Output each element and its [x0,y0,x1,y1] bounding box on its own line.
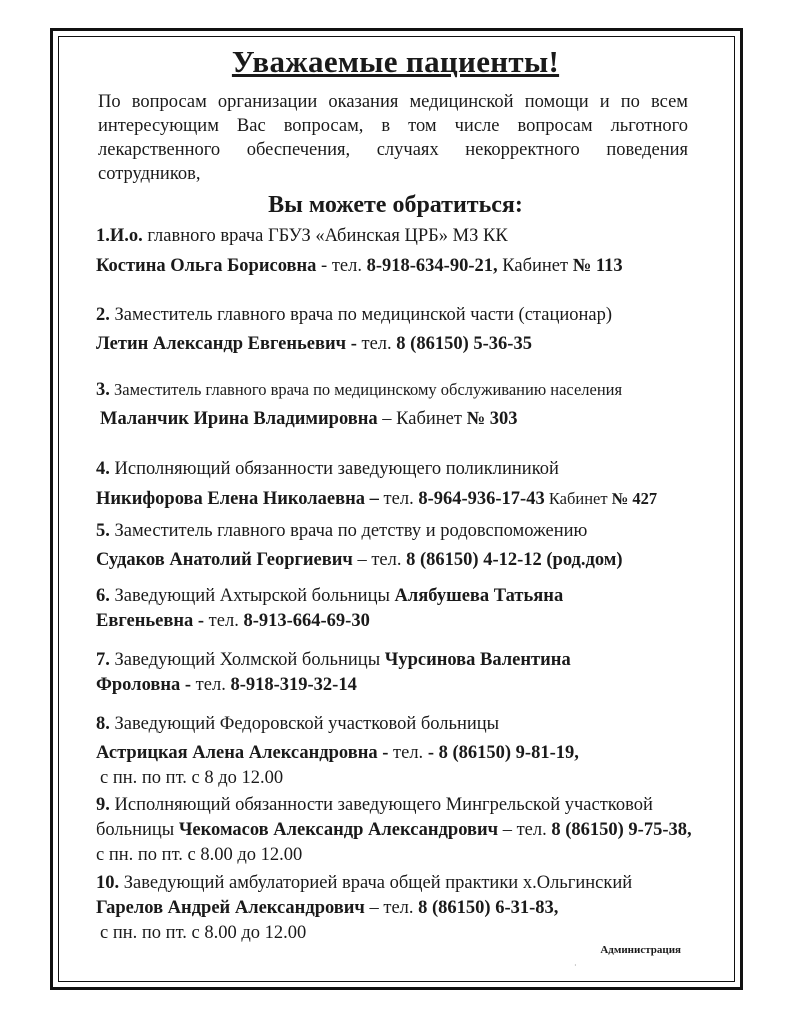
item-room: № 303 [466,409,518,429]
item-role: главного врача ГБУЗ «Абинская ЦРБ» МЗ КК [142,226,508,246]
contact-item-9 [96,793,696,868]
item-separator: – тел. [498,820,552,840]
item-hours: с пн. по пт. с 8.00 до 12.00 [100,923,307,943]
contact-item-1 [96,224,696,279]
item-separator: тел. [204,611,244,631]
item-phone: 8 (86150) 5-36-35 [396,334,532,354]
item-separator: тел. [191,675,231,695]
item-role: Исполняющий обязанности заведующего Мингрельской участковой больницы [96,795,653,840]
item-room: № 113 [572,256,623,276]
item-role: Исполняющий обязанности заведующего поликлиникой [109,459,559,479]
item-phone: 8 (86150) 9-75-38, [551,820,692,840]
item-number: 7. [96,650,110,670]
item-phone: 8-964-936-17-43 [418,489,545,509]
contact-item-4 [96,457,696,512]
contact-item-8 [96,712,696,791]
item-separator: тел. [356,334,397,354]
contact-item-10 [96,871,696,946]
item-number: 6. [96,586,110,606]
contact-item-5 [96,519,696,573]
item-name: Алябушева Татьяна Евгеньевна - [96,586,564,631]
signature-administration: Администрация [600,944,681,956]
item-number: 10. [96,873,120,893]
item-phone: 8 (86150) 6-31-83, [418,898,559,918]
item-role: Заведующий Ахтырской больницы [109,586,395,606]
scan-speck: · [574,961,577,970]
item-separator: – тел. [352,550,407,570]
item-name: Чурсинова Валентина Фроловна - [96,650,571,695]
item-phone: 8-918-634-90-21, [366,256,498,276]
item-name: Астрицкая Алена Александровна - [96,743,389,763]
item-room-label: Кабинет [497,256,573,276]
item-phone: 8-913-664-69-30 [243,611,370,631]
item-separator: тел. [378,489,419,509]
item-role: Заведующий Федоровской участковой больницы [109,714,500,734]
item-name: Гарелов Андрей Александрович [96,898,365,918]
item-number: 1.И.о. [96,226,143,246]
page-title: Уважаемые пациенты! [231,44,560,79]
item-number: 4. [96,459,110,479]
item-phone: 8 (86150) 4-12-12 (род.дом) [406,550,623,570]
item-room-label: Кабинет [544,489,612,508]
item-separator: - тел. [316,256,367,276]
item-hours: с пн. по пт. с 8 до 12.00 [100,768,284,788]
item-name: Костина Ольга Борисовна [96,256,317,276]
item-phone: - 8 (86150) 9-81-19, [427,743,579,763]
intro-paragraph: По вопросам организации оказания медицинской помощи и по всем интересующим Вас вопросам, в том числе вопросам льготного лекарственного обеспечения, случаях некорректного поведения сотрудников, [98,92,688,184]
item-name: Маланчик Ирина Владимировна [100,409,378,429]
item-room: № 427 [611,489,658,508]
item-number: 5. [96,521,110,541]
subtitle: Вы можете обратиться: [268,192,523,218]
contact-item-2 [96,303,696,357]
item-name: Никифорова Елена Николаевна – [96,489,379,509]
contact-item-7 [96,648,636,698]
item-number: 2. [96,305,110,325]
item-role: Заместитель главного врача по медицинскому обслуживанию населения [109,380,623,399]
item-phone: 8-918-319-32-14 [230,675,357,695]
item-name: Чекомасов Александр Александрович [178,820,499,840]
item-separator: – тел. [364,898,419,918]
item-name: Летин Александр Евгеньевич - [96,334,357,354]
item-hours: с пн. по пт. с 8.00 до 12.00 [96,845,303,865]
item-number: 8. [96,714,110,734]
item-role: Заведующий амбулаторией врача общей практики х.Ольгинский [119,873,633,893]
item-number: 3. [96,380,110,400]
contact-item-3 [96,377,696,432]
item-name: Судаков Анатолий Георгиевич [96,550,353,570]
item-role: Заместитель главного врача по медицинской части (стационар) [109,305,613,325]
contact-item-6 [96,584,616,634]
item-number: 9. [96,795,110,815]
item-role: Заведующий Холмской больницы [109,650,385,670]
item-role: Заместитель главного врача по детству и родовспоможению [109,521,588,541]
item-room-label: – Кабинет [377,409,467,429]
item-separator: тел. [388,743,428,763]
